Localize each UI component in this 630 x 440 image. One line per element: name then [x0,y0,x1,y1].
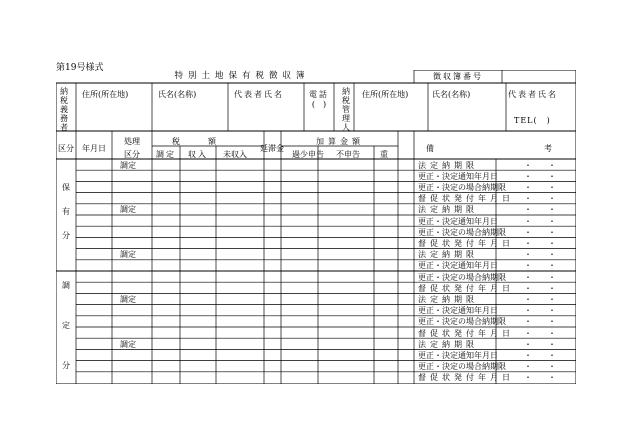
agent-name-field[interactable] [428,100,506,130]
col-remarks-1: 備 [426,144,434,153]
section-chotei-label: 調定分 [62,281,70,370]
remarks-date-field[interactable]: ・ ・ [524,160,556,170]
taxpayer-label: 納税義務者 [60,87,68,132]
remarks-line: 督促状発付年月日 [418,194,514,204]
remarks-line: 更正・決定通知年月日 [418,171,498,181]
agent-name-label: 氏名(名称) [432,90,471,99]
remarks-line: 更正・決定通知年月日 [418,306,498,316]
col-under-report: 過少申告 [292,150,324,159]
remarks-date-field[interactable]: ・ ・ [524,205,556,215]
remarks-line: 法定納期限 [418,160,478,170]
remarks-date-field[interactable]: ・ ・ [524,306,556,316]
agent-rep-label: 代表者氏名 [508,90,558,99]
agent-tel-label: TEL( ) [514,116,551,125]
col-process-2: 区分 [124,150,140,159]
remarks-date-field[interactable]: ・ ・ [524,171,556,181]
remarks-date-field[interactable]: ・ ・ [524,350,556,360]
taxpayer-phone-paren: ( ) [311,100,327,109]
remarks-date-field[interactable]: ・ ・ [524,317,556,327]
taxpayer-address-field[interactable] [76,100,152,130]
taxpayer-name-label: 氏名(名称) [158,90,197,99]
remarks-line: 督促状発付年月日 [418,283,514,293]
collection-number-field[interactable] [502,70,576,83]
remarks-line: 更正・決定通知年月日 [418,261,498,271]
process-type-chotei: 調定 [120,250,136,260]
col-process-1: 処理 [124,137,140,146]
col-non-report: 不申告 [336,150,360,159]
form-number: 第19号様式 [56,63,104,73]
process-type-chotei: 調定 [120,339,136,349]
remarks-line: 督促状発付年月日 [418,373,514,383]
col-tax-amount: 税 額 [172,137,220,146]
taxpayer-address-label: 住所(所在地) [82,90,129,99]
remarks-date-field[interactable]: ・ ・ [524,272,556,282]
remarks-date-field[interactable]: ・ ・ [524,283,556,293]
remarks-date-field[interactable]: ・ ・ [524,261,556,271]
remarks-date-field[interactable]: ・ ・ [524,227,556,237]
col-date: 年月日 [82,144,106,153]
col-surcharge: 加算金額 [316,137,364,146]
remarks-line: 法定納期限 [418,250,478,260]
col-remarks-2: 考 [544,144,552,153]
remarks-line: 督促状発付年月日 [418,238,514,248]
remarks-line: 更正・決定の場合納期限 [418,317,506,327]
remarks-date-field[interactable]: ・ ・ [524,182,556,192]
remarks-date-field[interactable]: ・ ・ [524,328,556,338]
taxpayer-name-field[interactable] [152,100,228,130]
process-type-chotei: 調定 [120,294,136,304]
section-holding-label: 保有分 [62,183,70,240]
remarks-date-field[interactable]: ・ ・ [524,294,556,304]
remarks-line: 法定納期限 [418,339,478,349]
taxpayer-rep-label: 代表者氏名 [234,90,284,99]
remarks-date-field[interactable]: ・ ・ [524,216,556,226]
process-type-chotei: 調定 [120,160,136,170]
remarks-line: 更正・決定の場合納期限 [418,272,506,282]
col-assessed: 調定 [156,150,176,159]
agent-address-label: 住所(所在地) [362,90,409,99]
remarks-date-field[interactable]: ・ ・ [524,362,556,372]
remarks-date-field[interactable]: ・ ・ [524,250,556,260]
agent-label: 納税管理人 [342,87,350,132]
col-unreceived: 未収入 [223,150,247,159]
remarks-line: 更正・決定通知年月日 [418,350,498,360]
remarks-line: 更正・決定の場合納期限 [418,182,506,192]
col-heavy: 重 [380,150,388,159]
ledger-title: 特別土地保有税徴収簿 [174,71,310,81]
col-received: 収入 [188,150,208,159]
col-category: 区分 [58,144,74,153]
remarks-line: 法定納期限 [418,294,478,304]
remarks-date-field[interactable]: ・ ・ [524,373,556,383]
remarks-date-field[interactable]: ・ ・ [524,238,556,248]
remarks-line: 更正・決定の場合納期限 [418,362,506,372]
agent-address-field[interactable] [354,100,426,130]
remarks-date-field[interactable]: ・ ・ [524,339,556,349]
collection-number-label: 徴収簿番号 [433,72,483,81]
collection-ledger-form [56,70,576,384]
remarks-date-field[interactable]: ・ ・ [524,194,556,204]
remarks-line: 更正・決定通知年月日 [418,216,498,226]
remarks-line: 法定納期限 [418,205,478,215]
remarks-line: 更正・決定の場合納期限 [418,227,506,237]
remarks-line: 督促状発付年月日 [418,328,514,338]
process-type-chotei: 調定 [120,205,136,215]
taxpayer-phone-label: 電話 [309,90,329,99]
col-late-fee: 延滞金 [260,144,284,153]
